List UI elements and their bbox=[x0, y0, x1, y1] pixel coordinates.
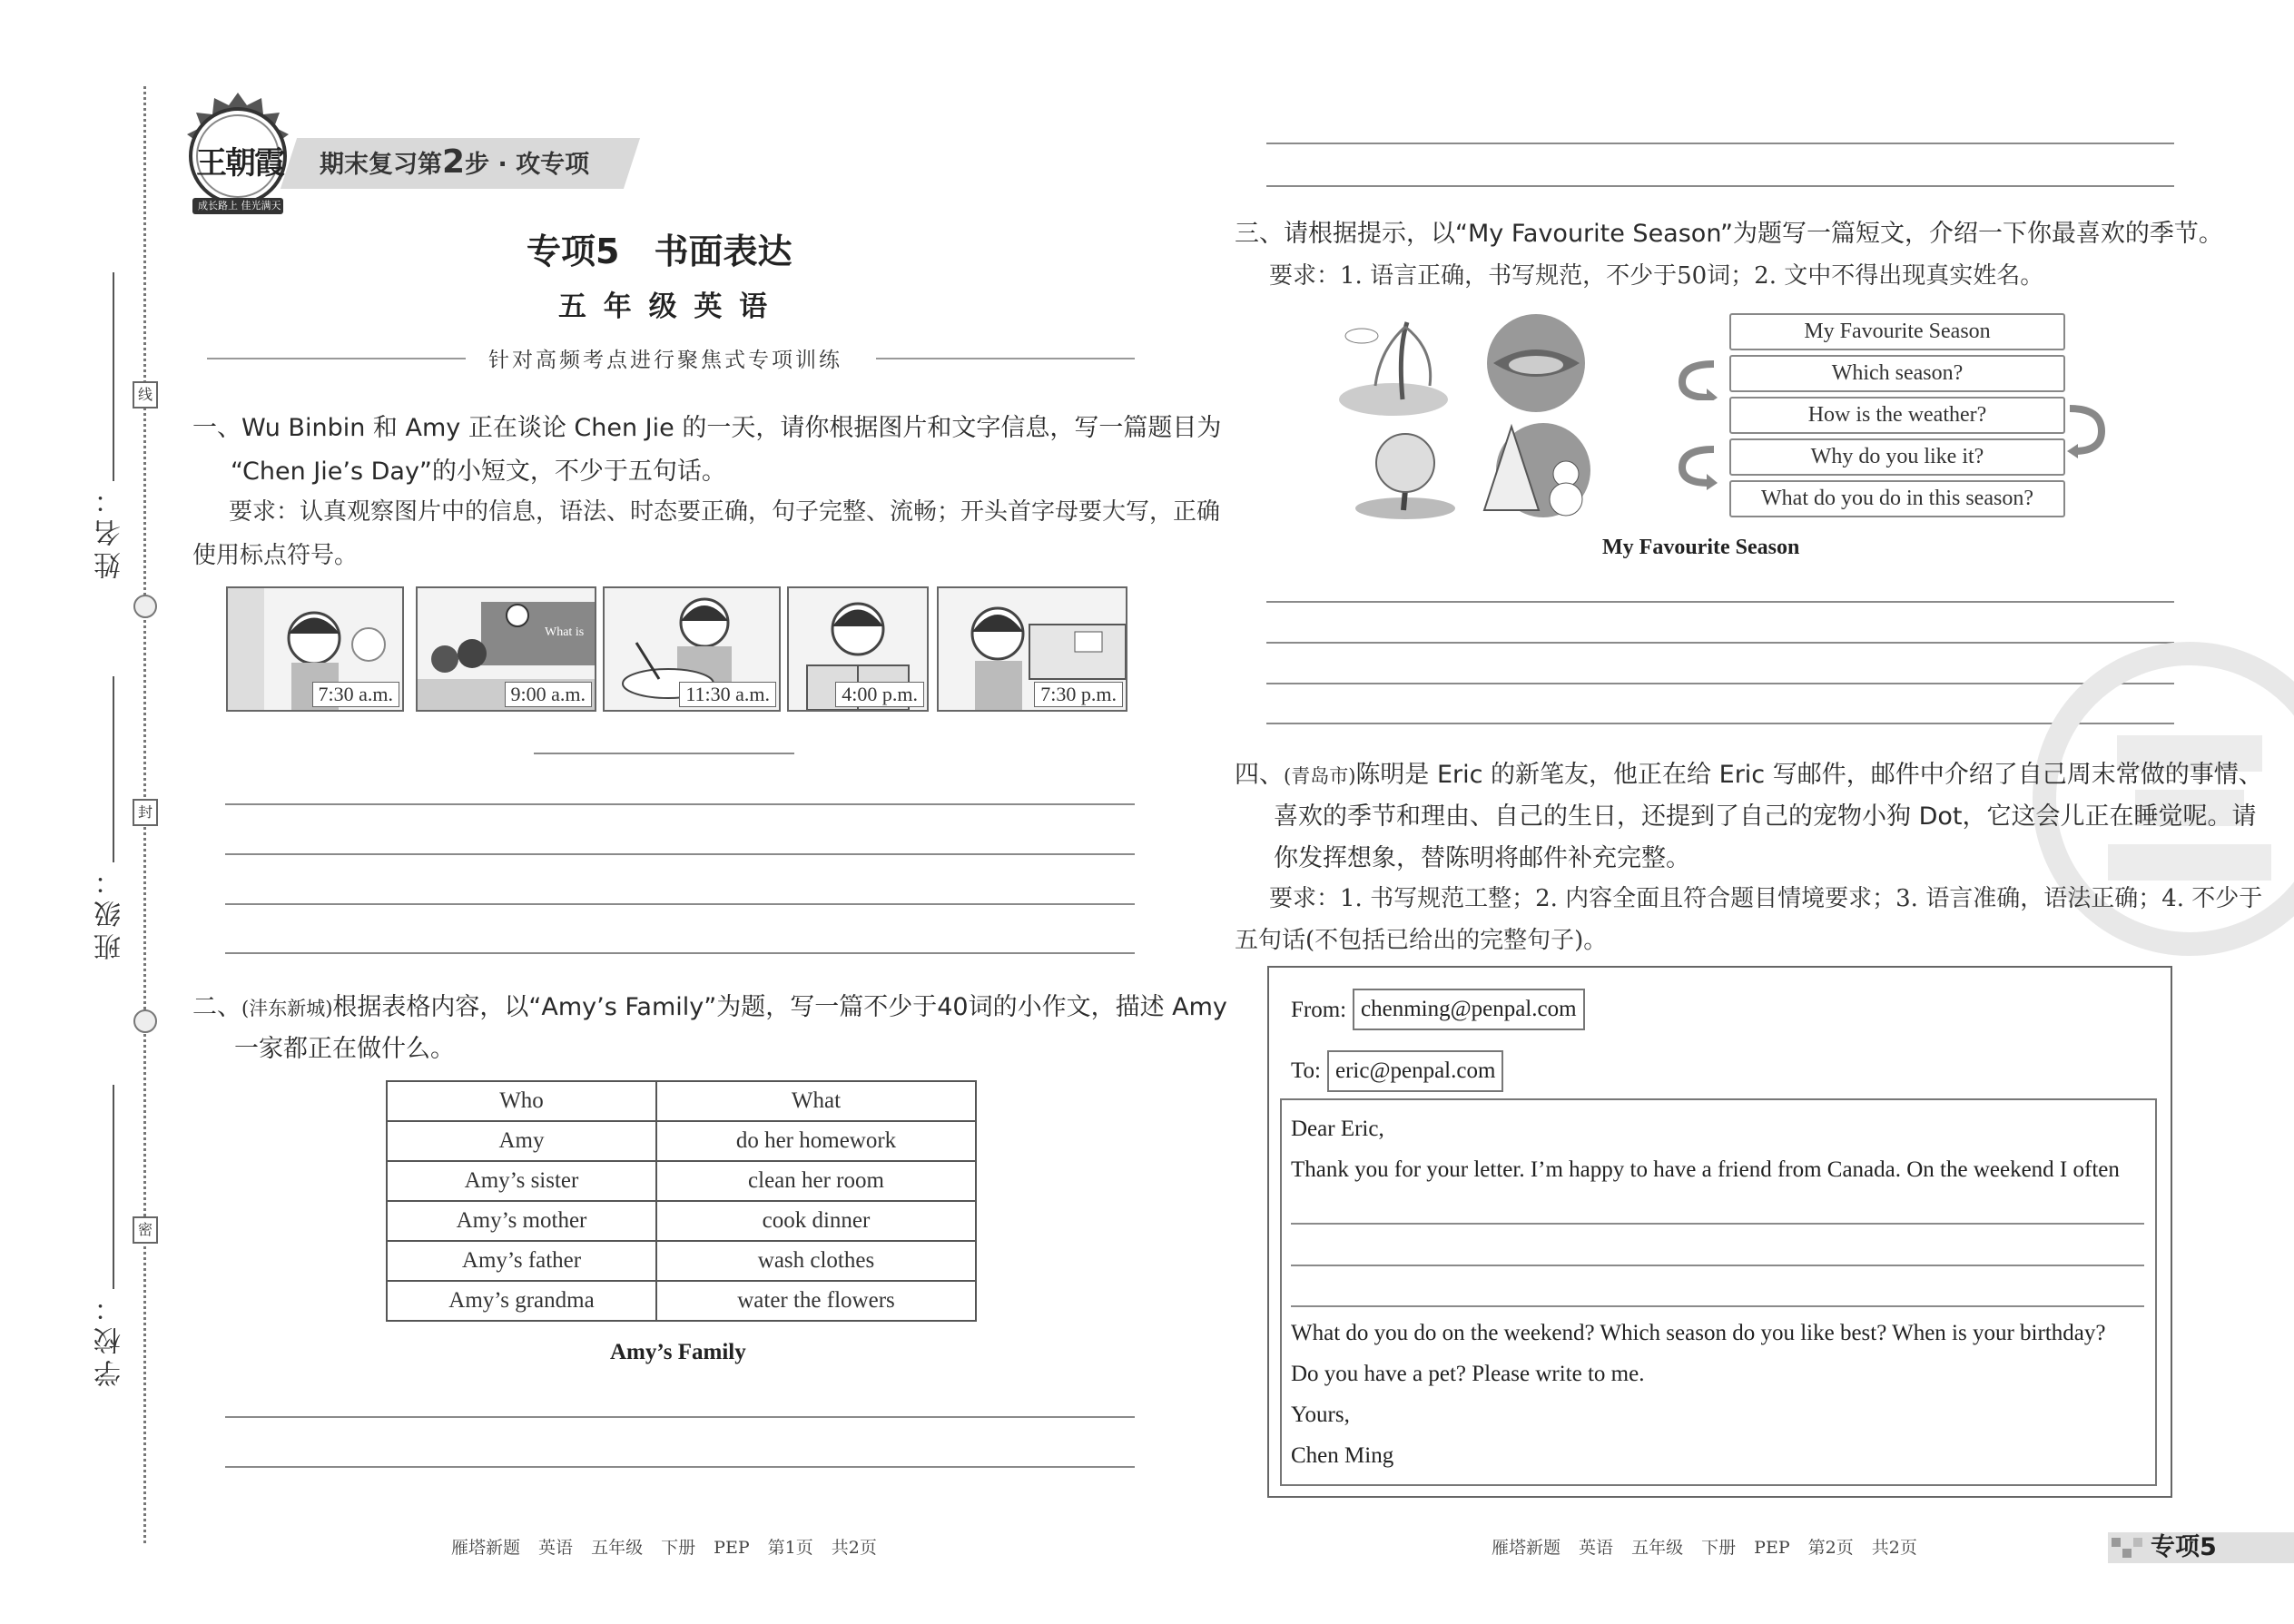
section-tag bbox=[2108, 1532, 2294, 1563]
name-label: 姓名： bbox=[94, 481, 126, 579]
prompt-box: Why do you like it? bbox=[1729, 438, 2065, 476]
table-cell: Amy’s grandma bbox=[387, 1281, 656, 1321]
spring-picture bbox=[1334, 313, 1452, 418]
q1-answer-line[interactable] bbox=[225, 903, 1135, 905]
table-header: Who bbox=[387, 1081, 656, 1121]
q4-prefix: 四、 bbox=[1235, 761, 1284, 789]
q4-region: (青岛市) bbox=[1284, 765, 1356, 787]
q2-line2: 一家都正在做什么。 bbox=[234, 1035, 455, 1063]
banner bbox=[320, 143, 589, 181]
q3-answer-line[interactable] bbox=[1266, 601, 2174, 603]
winter-picture bbox=[1475, 419, 1593, 521]
q4-requirement-line1: 要求：1. 书写规范工整；2. 内容全面且符合题目情境要求；3. 语言准确，语法正确；4. 不少于 bbox=[1269, 885, 2263, 912]
curved-arrow-icon bbox=[1678, 359, 1718, 400]
email-answer-line[interactable] bbox=[1291, 1265, 2144, 1266]
q-answer-line[interactable] bbox=[1266, 143, 2174, 144]
table-cell: clean her room bbox=[656, 1161, 976, 1201]
q4-requirement-line2: 五句话(不包括已给出的完整句子)。 bbox=[1235, 927, 1608, 954]
q1-line2: “Chen Jie’s Day”的小短文，不少于五句话。 bbox=[231, 458, 726, 486]
q3-requirement: 要求：1. 语言正确，书写规范，不少于50词；2. 文中不得出现真实姓名。 bbox=[1269, 262, 2044, 290]
banner-suffix: 步 · 攻专项 bbox=[465, 151, 590, 179]
from-field[interactable]: chenming@penpal.com bbox=[1353, 989, 1585, 1030]
q3-caption: My Favourite Season bbox=[1602, 536, 1800, 559]
q2-prefix: 二、 bbox=[192, 993, 241, 1021]
picture-reading bbox=[787, 586, 929, 712]
q4-line1 bbox=[1235, 753, 2263, 798]
name-field[interactable] bbox=[113, 272, 114, 481]
email-greeting: Dear Eric, bbox=[1291, 1117, 1384, 1141]
brand-logo bbox=[180, 91, 296, 212]
q1-line1: 一、Wu Binbin 和 Amy 正在谈论 Chen Jie 的一天，请你根据图片和文字信息，写一篇题目为 bbox=[192, 414, 1222, 442]
time-label: 7:30 a.m. bbox=[312, 682, 400, 707]
email-answer-line[interactable] bbox=[1291, 1223, 2144, 1225]
banner-number: 2 bbox=[442, 143, 466, 181]
table-row bbox=[387, 1241, 976, 1281]
table-row bbox=[387, 1281, 976, 1321]
page-subtitle: 五 年 级 英 语 bbox=[558, 290, 772, 323]
tagline-rule-right bbox=[876, 358, 1135, 359]
picture-morning bbox=[226, 586, 404, 712]
table-cell: Amy bbox=[387, 1121, 656, 1161]
family-table bbox=[386, 1080, 977, 1322]
seal-char-seal: 封 bbox=[133, 799, 158, 826]
picture-lunch bbox=[603, 586, 781, 712]
table-row bbox=[387, 1201, 976, 1241]
q2-line1 bbox=[192, 986, 1227, 1030]
class-label: 班级： bbox=[94, 862, 126, 960]
q1-title-line[interactable] bbox=[534, 753, 794, 754]
table-header: What bbox=[656, 1081, 976, 1121]
q2-line1-text: 根据表格内容，以“Amy’s Family”为题，写一篇不少于40词的小作文，描述 Amy bbox=[332, 993, 1227, 1021]
banner-prefix: 期末复习第 bbox=[320, 151, 442, 179]
q4-line1-text: 陈明是 Eric 的新笔友，他正在给 Eric 写邮件，邮件中介绍了自己周末常做的事情、 bbox=[1355, 761, 2263, 789]
email-answer-line[interactable] bbox=[1291, 1305, 2144, 1307]
q1-requirement-line2: 使用标点符号。 bbox=[192, 542, 359, 569]
table-cell: do her homework bbox=[656, 1121, 976, 1161]
q2-region: (沣东新城) bbox=[241, 998, 333, 1019]
prompt-box: What do you do in this season? bbox=[1729, 480, 2065, 517]
q4-line3: 你发挥想象，替陈明将邮件补充完整。 bbox=[1274, 844, 1690, 872]
table-cell: Amy’s sister bbox=[387, 1161, 656, 1201]
email-signature: Chen Ming bbox=[1291, 1443, 1394, 1468]
binding-hole-icon bbox=[133, 595, 157, 618]
tagline: 针对高频考点进行聚焦式专项训练 bbox=[488, 349, 842, 372]
section-tag-text: 专项5 bbox=[2151, 1533, 2217, 1561]
table-row bbox=[387, 1161, 976, 1201]
picture-class bbox=[416, 586, 596, 712]
logo-text: 王朝霞 bbox=[196, 145, 283, 182]
table-cell: wash clothes bbox=[656, 1241, 976, 1281]
curved-arrow-icon bbox=[2065, 404, 2106, 458]
q1-answer-line[interactable] bbox=[225, 952, 1135, 954]
seal-char-secret: 密 bbox=[133, 1216, 158, 1244]
q1-requirement-line1: 要求：认真观察图片中的信息，语法、时态要正确，句子完整、流畅；开头首字母要大写，正确 bbox=[229, 498, 1221, 526]
email-closing: Yours, bbox=[1291, 1403, 1350, 1427]
prompt-box: My Favourite Season bbox=[1729, 313, 2065, 350]
q-answer-line[interactable] bbox=[1266, 185, 2174, 187]
email-body-line1: Thank you for your letter. I’m happy to have a friend from Canada. On the weekend I often bbox=[1291, 1157, 2120, 1182]
class-field[interactable] bbox=[113, 676, 114, 862]
time-label: 9:00 a.m. bbox=[505, 682, 593, 707]
q1-answer-line[interactable] bbox=[225, 853, 1135, 855]
email-body-line2: What do you do on the weekend? Which season do you like best? When is your birthday? bbox=[1291, 1321, 2106, 1345]
school-label: 学校： bbox=[94, 1289, 126, 1387]
email-body-line3: Do you have a pet? Please write to me. bbox=[1291, 1362, 1645, 1386]
table-header-row bbox=[387, 1081, 976, 1121]
school-field[interactable] bbox=[113, 1085, 114, 1289]
seal-char-line: 线 bbox=[133, 381, 158, 408]
to-field[interactable]: eric@penpal.com bbox=[1327, 1050, 1503, 1092]
footer-right: 雁塔新题 英语 五年级 下册 PEP 第2页 共2页 bbox=[1492, 1538, 1917, 1558]
q2-answer-line[interactable] bbox=[225, 1466, 1135, 1468]
table-cell: water the flowers bbox=[656, 1281, 976, 1321]
binding-hole-icon bbox=[133, 1009, 157, 1033]
q1-answer-line[interactable] bbox=[225, 803, 1135, 805]
time-label: 11:30 a.m. bbox=[679, 682, 776, 707]
q3-line1: 三、请根据提示，以“My Favourite Season”为题写一篇短文，介绍一下你最喜欢的季节。 bbox=[1235, 220, 2223, 248]
time-label: 7:30 p.m. bbox=[1034, 682, 1123, 707]
table-cell: cook dinner bbox=[656, 1201, 976, 1241]
prompt-box: Which season? bbox=[1729, 355, 2065, 392]
tagline-rule-left bbox=[207, 358, 466, 359]
curved-arrow-icon bbox=[1678, 445, 1718, 490]
to-label: To: bbox=[1291, 1058, 1321, 1083]
prompt-box: How is the weather? bbox=[1729, 397, 2065, 434]
picture-evening bbox=[937, 586, 1127, 712]
page-title: 专项5 书面表达 bbox=[527, 231, 793, 271]
footer-left: 雁塔新题 英语 五年级 下册 PEP 第1页 共2页 bbox=[451, 1538, 877, 1558]
table-row bbox=[387, 1121, 976, 1161]
from-label: From: bbox=[1291, 998, 1347, 1022]
table-cell: Amy’s father bbox=[387, 1241, 656, 1281]
logo-slogan: 成长路上 佳光满天 bbox=[198, 200, 281, 212]
time-label: 4:00 p.m. bbox=[835, 682, 924, 707]
summer-picture bbox=[1484, 309, 1589, 418]
svg-text:What is: What is bbox=[545, 625, 585, 639]
autumn-picture bbox=[1351, 428, 1460, 519]
q4-line2: 喜欢的季节和理由、自己的生日，还提到了自己的宠物小狗 Dot，它这会儿正在睡觉呢。请 bbox=[1274, 802, 2257, 831]
table-cell: Amy’s mother bbox=[387, 1201, 656, 1241]
q2-caption: Amy’s Family bbox=[610, 1340, 746, 1364]
q2-answer-line[interactable] bbox=[225, 1416, 1135, 1418]
